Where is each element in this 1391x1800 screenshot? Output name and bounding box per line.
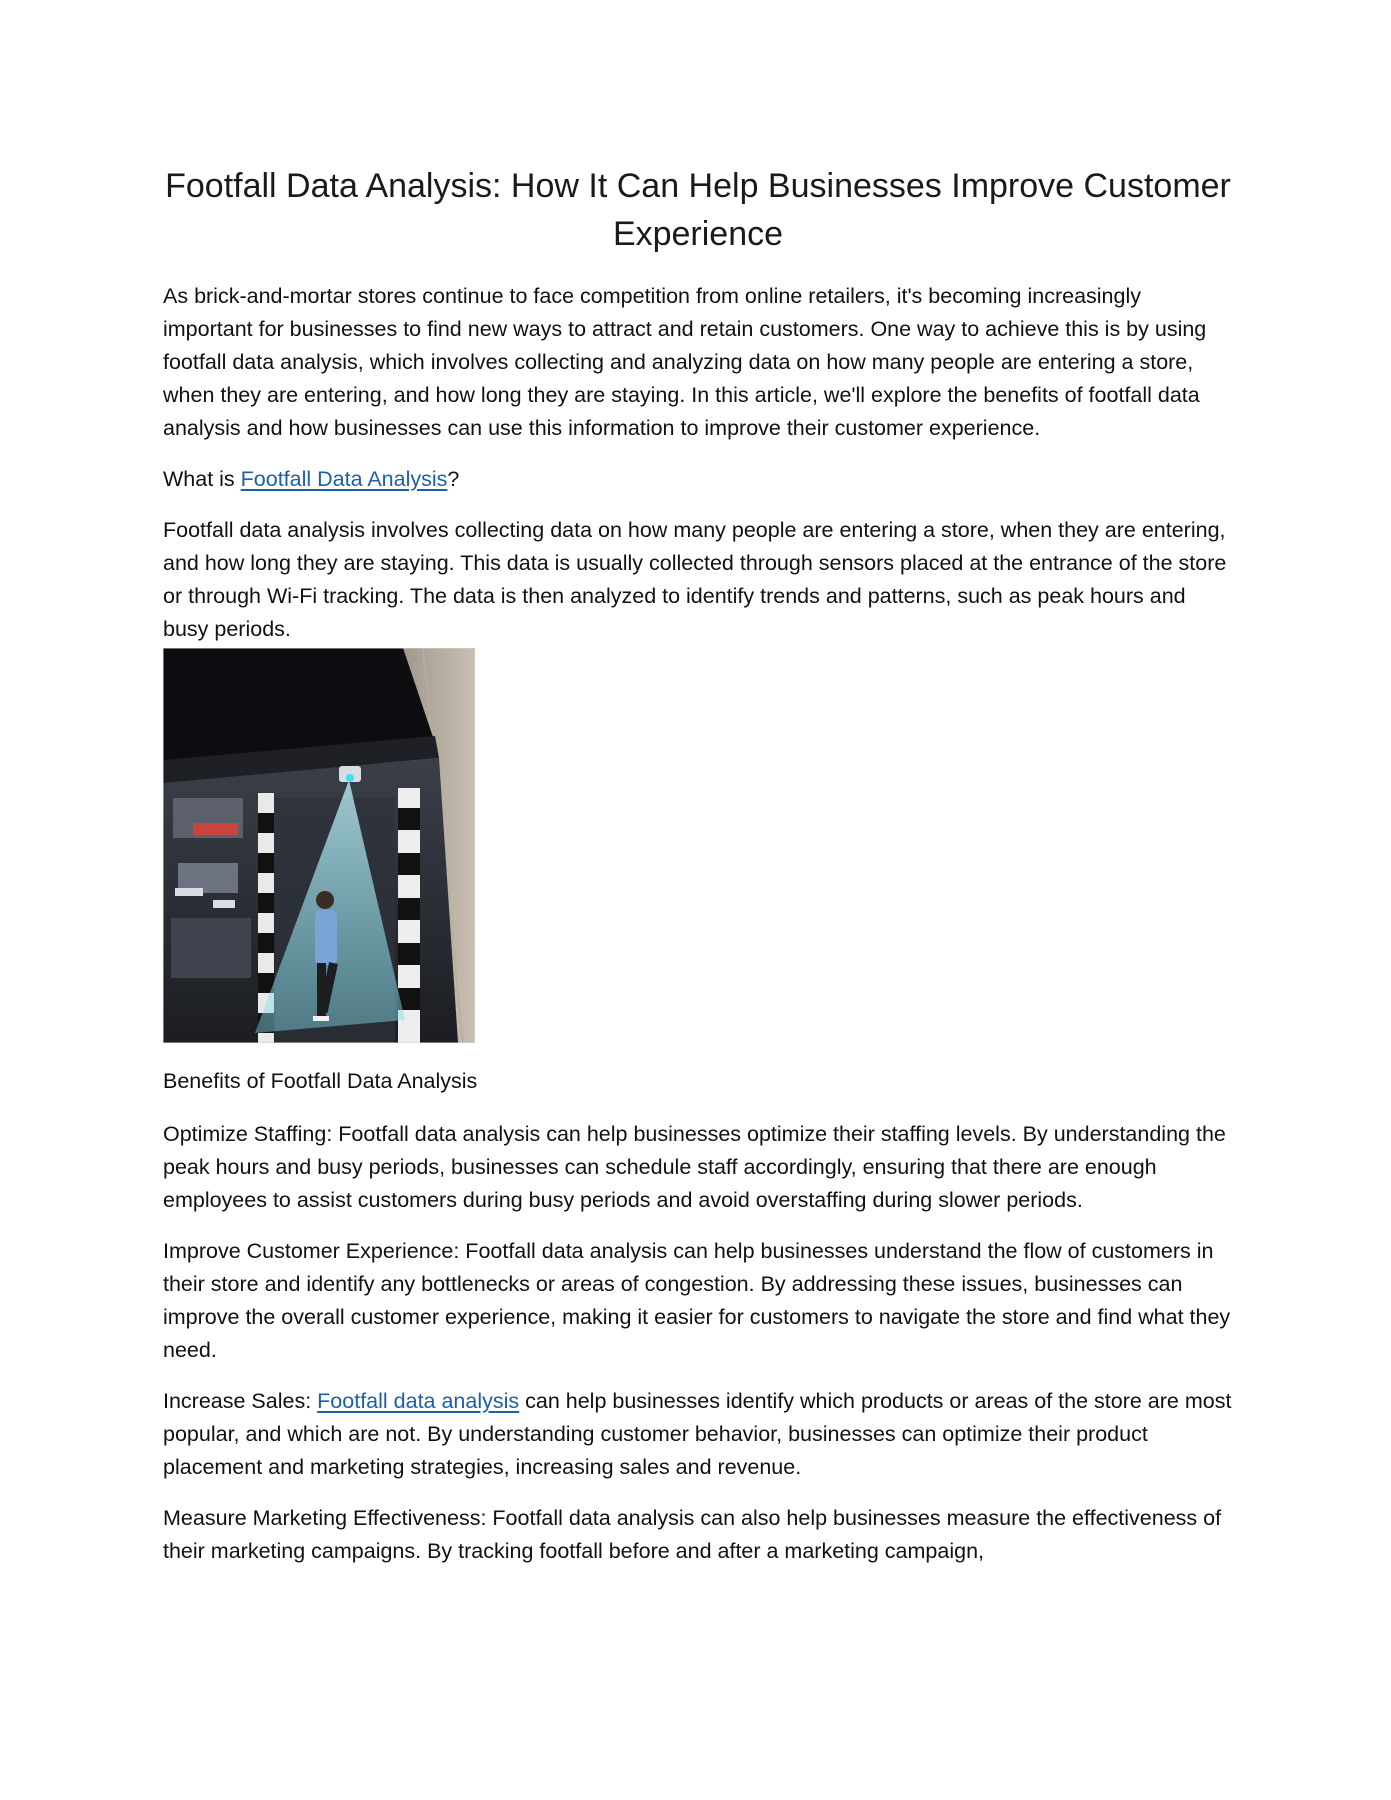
benefit-improve-customer-experience: Improve Customer Experience: Footfall data analysis can help businesses understand the flow of customers in their store and identify any bottlenecks or areas of congestion. By addressing these issues, businesses can improve the overall customer experience, making it easier for customers to navigate the store and find what they need.	[163, 1239, 1231, 1362]
benefit-measure-marketing: Measure Marketing Effectiveness: Footfall data analysis can also help businesses measure the effectiveness of their marketing campaigns. By tracking footfall before and after a marketing campaign,	[163, 1506, 1222, 1563]
what-is-suffix: ?	[447, 467, 460, 491]
increase-sales-body: can help businesses identify which products or areas of the store are most popular, and which are not. By understanding customer behavior, businesses can optimize their product placement and marketing strategies, increasing sales and revenue.	[163, 1389, 1232, 1479]
increase-sales-prefix: Increase Sales:	[163, 1389, 318, 1413]
page-title: Footfall Data Analysis: How It Can Help Businesses Improve Customer Experience	[165, 167, 1231, 253]
store-entrance-sensor-photo-icon	[163, 648, 475, 1043]
what-is-prefix: What is	[163, 467, 241, 491]
footfall-data-analysis-inline-link[interactable]: Footfall data analysis	[317, 1389, 520, 1413]
footfall-data-analysis-link[interactable]: Footfall Data Analysis	[240, 467, 448, 491]
definition-paragraph: Footfall data analysis involves collecting data on how many people are entering a store, when they are entering, and how long they are staying. This data is usually collected through sensors placed at the entrance of the store or through Wi-Fi tracking. The data is then analyzed to identify trends and patterns, such as peak hours and busy periods.	[163, 518, 1227, 641]
what-is-paragraph	[163, 463, 1233, 496]
benefit-optimize-staffing: Optimize Staffing: Footfall data analysis can help businesses optimize their staffing levels. By understanding the peak hours and busy periods, businesses can schedule staff accordingly, ensuring that there are enough employees to assist customers during busy periods and avoid overstaffing during slower periods.	[163, 1122, 1226, 1212]
document-content	[163, 162, 1233, 1586]
store-entrance-image	[163, 648, 475, 1043]
benefits-heading: Benefits of Footfall Data Analysis	[163, 1069, 478, 1093]
intro-paragraph: As brick-and-mortar stores continue to face competition from online retailers, it's becoming increasingly important for businesses to find new ways to attract and retain customers. One way to achieve this is by using footfall data analysis, which involves collecting and analyzing data on how many people are entering a store, when they are entering, and how long they are staying. In this article, we'll explore the benefits of footfall data analysis and how businesses can use this information to improve their customer experience.	[163, 284, 1207, 440]
benefit-increase-sales	[163, 1385, 1233, 1484]
